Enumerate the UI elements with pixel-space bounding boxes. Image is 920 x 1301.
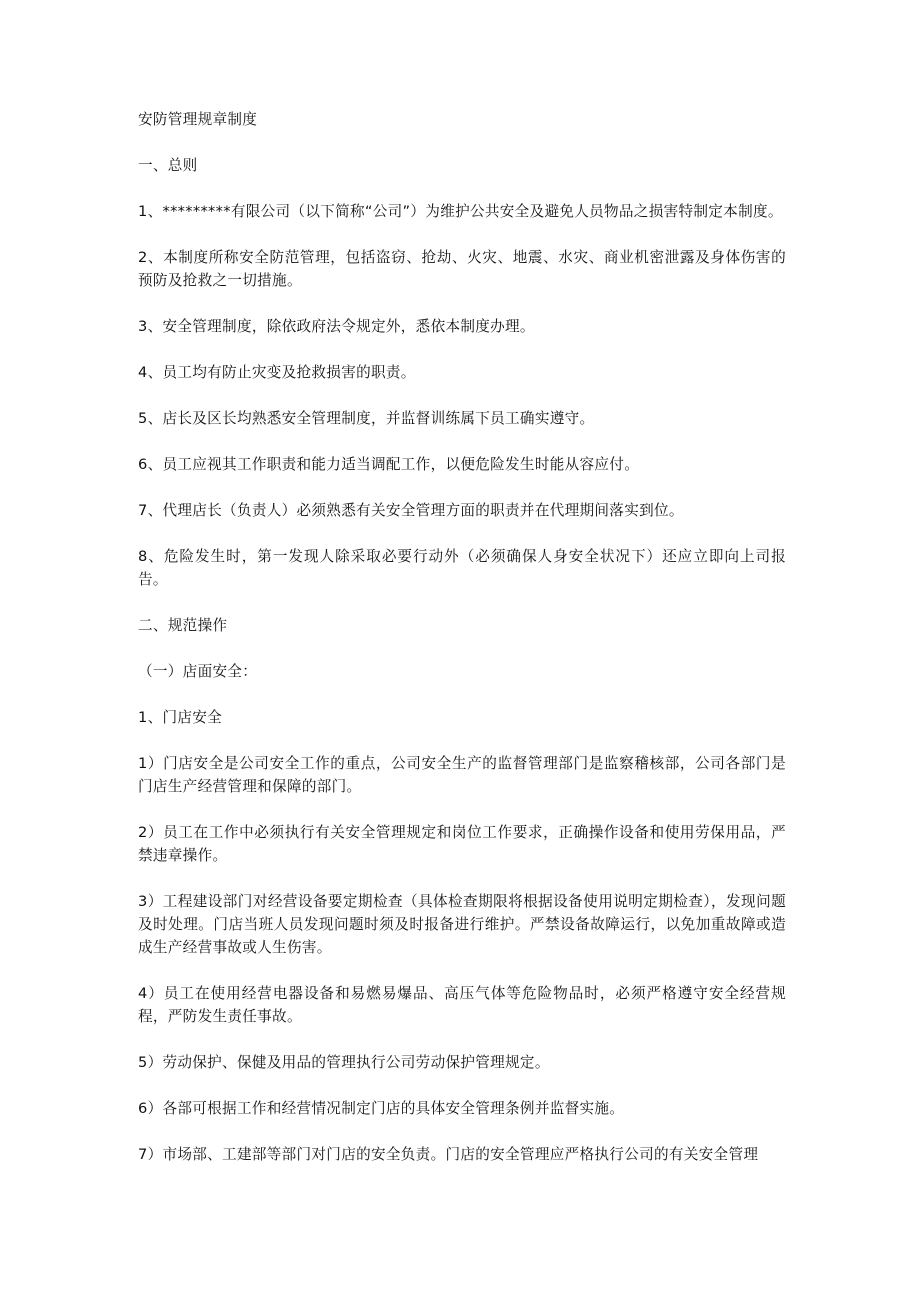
operations-paragraph-7: 7）市场部、工建部等部门对门店的安全负责。门店的安全管理应严格执行公司的有关安全管理 [138,1146,759,1163]
document-title: 安防管理规章制度 [138,111,258,128]
general-paragraph-6: 6、员工应视其工作职责和能力适当调配工作，以便危险发生时能从容应付。 [138,456,640,473]
general-paragraph-1: 1、*********有限公司（以下简称“公司”）为维护公共安全及避免人员物品之损害特制定本制度。 [138,203,783,220]
operations-paragraph-2: 2）员工在工作中必须执行有关安全管理规定和岗位工作要求，正确操作设备和使用劳保用品，严禁违章操作。 [138,824,786,864]
document-page [138,108,786,1166]
subsection-heading-store-safety: （一）店面安全： [138,663,258,680]
general-paragraph-8: 8、危险发生时，第一发现人除采取必要行动外（必须确保人身安全状况下）还应立即向上司报告。 [138,548,786,588]
operations-paragraph-6: 6）各部可根据工作和经营情况制定门店的具体安全管理条例并监督实施。 [138,1100,625,1117]
general-paragraph-4: 4、员工均有防止灾变及抢救损害的职责。 [138,364,416,381]
general-paragraph-5: 5、店长及区长均熟悉安全管理制度，并监督训练属下员工确实遵守。 [138,410,595,427]
operations-paragraph-1: 1）门店安全是公司安全工作的重点，公司安全生产的监督管理部门是监察稽核部，公司各部门是门店生产经营管理和保障的部门。 [138,755,786,795]
operations-paragraph-3: 3）工程建设部门对经营设备要定期检查（具体检查期限将根据设备使用说明定期检查），发现问题及时处理。门店当班人员发现问题时须及时报备进行维护。严禁设备故障运行，以免加重故障或造成生产经营事故或人生伤害。 [138,893,786,956]
section-heading-general: 一、总则 [138,157,198,174]
general-paragraph-2: 2、本制度所称安全防范管理，包括盗窃、抢劫、火灾、地震、水灾、商业机密泄露及身体伤害的预防及抢救之一切措施。 [138,249,786,289]
operations-paragraph-4: 4）员工在使用经营电器设备和易燃易爆品、高压气体等危险物品时，必须严格遵守安全经营规程，严防发生责任事故。 [138,985,786,1025]
general-paragraph-7: 7、代理店长（负责人）必须熟悉有关安全管理方面的职责并在代理期间落实到位。 [138,502,684,519]
item-heading-store-safety: 1、门店安全 [138,709,223,726]
operations-paragraph-5: 5）劳动保护、保健及用品的管理执行公司劳动保护管理规定。 [138,1054,550,1071]
section-heading-operations: 二、规范操作 [138,617,228,634]
general-paragraph-3: 3、安全管理制度，除依政府法令规定外，悉依本制度办理。 [138,318,535,335]
